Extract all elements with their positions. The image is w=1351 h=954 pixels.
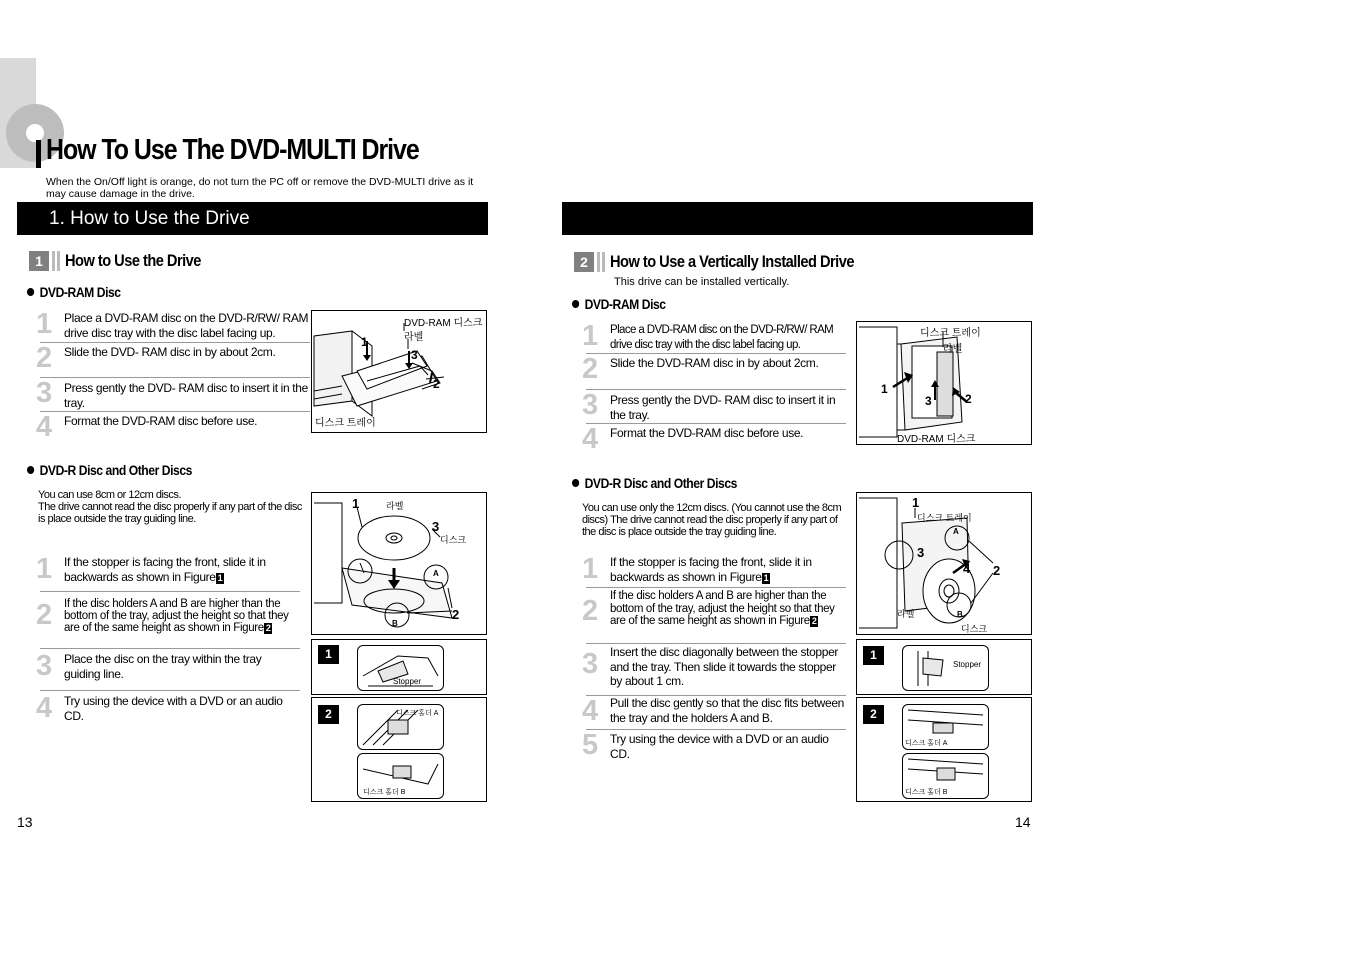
figure-2-right xyxy=(856,697,1032,802)
step-text-content: If the disc holders A and B are higher than the bottom of the tray, adjust the height so that they are of the same height as shown in Figure xyxy=(64,598,289,634)
dvdr-step-list xyxy=(582,552,846,766)
step-text-content: If the stopper is facing the front, slide it in backwards as shown in Figure xyxy=(610,555,812,584)
page-number-left: 13 xyxy=(17,814,33,830)
stopper-closeup xyxy=(902,645,989,691)
figure-label-a: A xyxy=(433,569,439,578)
step-text: Place the disc on the tray within the tray guiding line. xyxy=(64,652,262,681)
stopper-closeup xyxy=(357,645,444,691)
step-number: 4 xyxy=(36,411,53,443)
step-text: Pull the disc gently so that the disc fits between the tray and the holders A and B. xyxy=(610,696,844,725)
step-item xyxy=(582,644,846,696)
figure-number: 2 xyxy=(433,377,440,391)
figure-label-tray: 디스크 트레이 xyxy=(920,328,981,339)
step-item xyxy=(582,389,846,424)
figure-caption: 디스크 홀더 A xyxy=(905,740,948,747)
step-item xyxy=(582,695,846,730)
step-text-content: If the disc holders A and B are higher than the bottom of the tray, adjust the height so that they are of the same height as shown in Figure xyxy=(610,590,835,627)
holder-a-closeup xyxy=(902,704,989,750)
subsection-number: 2 xyxy=(574,252,594,272)
step-number: 3 xyxy=(36,650,53,682)
subsection-stripe xyxy=(52,251,55,271)
figure-tag: 2 xyxy=(863,705,884,724)
step-item xyxy=(582,729,846,766)
step-text xyxy=(64,592,300,634)
step-item xyxy=(36,411,310,443)
step-item xyxy=(36,308,310,343)
step-text: Place a DVD-RAM disc on the DVD-R/RW/ RAM drive disc tray with the disc label facing up. xyxy=(64,311,309,340)
step-text: Place a DVD-RAM disc on the DVD-R/RW/ RAM drive disc tray with the disc label facing up. xyxy=(610,324,834,351)
step-text xyxy=(610,552,846,585)
bullet-icon xyxy=(572,479,579,487)
figure-label-tray: 디스크 트레이 xyxy=(917,513,972,523)
step-text: Try using the device with a DVD or an audio CD. xyxy=(610,732,829,761)
figure-caption: 디스크 홀더 B xyxy=(905,789,948,796)
step-number: 3 xyxy=(582,648,599,680)
figure-1-left xyxy=(311,639,487,695)
step-number: 2 xyxy=(582,595,599,627)
dvdr-figure-left xyxy=(311,492,487,635)
subsection-title: How to Use the Drive xyxy=(65,251,201,270)
step-number: 1 xyxy=(36,308,53,340)
figure-label-label: 라벨 xyxy=(897,609,915,619)
figure-ref-badge: 2 xyxy=(811,616,817,626)
holder-b-closeup xyxy=(357,753,444,799)
subsection-title: How to Use a Vertically Installed Drive xyxy=(610,252,854,271)
figure-number: 1 xyxy=(352,496,360,511)
step-item xyxy=(582,552,846,588)
step-text: Format the DVD-RAM disc before use. xyxy=(64,414,258,428)
subsection-stripe xyxy=(597,252,600,272)
step-text xyxy=(610,588,846,628)
subsection-intro: This drive can be installed vertically. xyxy=(614,276,790,288)
section-bar-right xyxy=(562,202,1033,235)
title-accent-bar xyxy=(36,140,41,168)
figure-number: 3 xyxy=(925,394,932,408)
bullet-heading-dvdr xyxy=(27,463,192,478)
subsection-stripe xyxy=(57,251,60,271)
dvdr-note xyxy=(38,489,302,525)
figure-label-label: 라벨 xyxy=(943,344,963,355)
subsection-stripe xyxy=(602,252,605,272)
figure-ref-badge: 2 xyxy=(265,623,271,633)
step-item xyxy=(36,342,310,378)
note-line: You can use 8cm or 12cm discs. xyxy=(38,489,181,501)
step-text xyxy=(64,552,300,585)
step-item xyxy=(36,649,300,691)
page-title: How To Use The DVD-MULTI Drive xyxy=(46,134,419,166)
step-text-content: If the stopper is facing the front, slide it in backwards as shown in Figure xyxy=(64,555,266,584)
figure-label-label: 라벨 xyxy=(404,332,424,343)
step-text: Press gently the DVD- RAM disc to insert it in the tray. xyxy=(64,381,308,410)
figure-1-right xyxy=(856,639,1032,695)
step-number: 4 xyxy=(582,695,599,727)
step-text: Slide the DVD-RAM disc in by about 2cm. xyxy=(610,356,819,370)
figure-ref-badge: 1 xyxy=(763,573,769,583)
step-number: 4 xyxy=(582,423,599,455)
figure-label-disc: DVD-RAM 디스크 xyxy=(897,434,976,445)
step-number: 4 xyxy=(36,692,53,724)
figure-caption: 디스크 홀더 A xyxy=(396,710,439,717)
dvdr-figure-right xyxy=(856,492,1032,635)
step-item xyxy=(582,588,846,644)
figure-tag: 2 xyxy=(318,705,339,724)
step-text: Press gently the DVD- RAM disc to insert it in the tray. xyxy=(610,393,836,422)
bullet-icon xyxy=(27,466,34,474)
figure-number: 2 xyxy=(993,563,1001,578)
step-item xyxy=(36,552,300,592)
step-number: 2 xyxy=(36,342,53,374)
step-number: 1 xyxy=(582,320,599,352)
bullet-heading-text: DVD-R Disc and Other Discs xyxy=(39,463,192,478)
figure-label-b: B xyxy=(392,619,398,628)
step-item xyxy=(36,691,300,731)
step-item xyxy=(36,592,300,649)
figure-label-disc: DVD-RAM 디스크 xyxy=(404,318,483,329)
note-line: The drive cannot read the disc properly if any part of the disc is place outside the tray guiding line. xyxy=(38,501,302,525)
ram-step-list xyxy=(582,320,846,455)
figure-number: 1 xyxy=(881,382,888,396)
bullet-heading-ram xyxy=(27,285,121,300)
figure-caption: Stopper xyxy=(393,677,422,686)
bullet-heading-text: DVD-RAM Disc xyxy=(584,297,666,312)
figure-label-a: A xyxy=(953,527,959,536)
figure-number: 3 xyxy=(917,545,925,560)
warning-text: When the On/Off light is orange, do not turn the PC off or remove the DVD-MULTI drive as it may cause damage in the drive. xyxy=(46,176,474,200)
bullet-heading-text: DVD-RAM Disc xyxy=(39,285,121,300)
step-text: Slide the DVD- RAM disc in by about 2cm. xyxy=(64,345,276,359)
dvdr-step-list xyxy=(36,552,300,731)
figure-label-disc: 디스크 xyxy=(440,535,467,545)
bullet-icon xyxy=(27,288,34,296)
step-text: Format the DVD-RAM disc before use. xyxy=(610,426,804,440)
step-text: Try using the device with a DVD or an audio CD. xyxy=(64,694,283,723)
disc-tray-illustration xyxy=(312,493,486,634)
figure-number: 1 xyxy=(361,335,368,349)
figure-number: 2 xyxy=(965,392,972,406)
figure-label-label: 라벨 xyxy=(386,501,404,511)
disc-hole-decoration xyxy=(26,124,44,142)
figure-number: 3 xyxy=(432,519,440,534)
step-number: 3 xyxy=(36,377,53,409)
step-number: 5 xyxy=(582,729,599,761)
step-number: 2 xyxy=(582,353,599,385)
section-bar-left: 1. How to Use the Drive xyxy=(17,202,488,235)
figure-label-b: B xyxy=(957,610,963,619)
step-item xyxy=(582,353,846,390)
figure-caption: Stopper xyxy=(953,660,982,669)
figure-ref-badge: 1 xyxy=(217,573,223,583)
bullet-heading-text: DVD-R Disc and Other Discs xyxy=(584,476,737,491)
ram-figure-right xyxy=(856,321,1032,445)
figure-tag: 1 xyxy=(863,646,884,665)
step-number: 2 xyxy=(36,599,53,631)
bullet-heading-dvdr xyxy=(572,476,737,491)
step-number: 3 xyxy=(582,389,599,421)
ram-figure-left xyxy=(311,310,487,433)
holder-a-closeup xyxy=(357,704,444,750)
figure-caption: 디스크 홀더 B xyxy=(363,789,406,796)
bullet-icon xyxy=(572,300,579,308)
page-number-right: 14 xyxy=(1015,814,1031,830)
figure-2-left xyxy=(311,697,487,802)
step-number: 1 xyxy=(36,553,53,585)
figure-number: 4 xyxy=(963,561,971,576)
step-item xyxy=(582,320,846,354)
step-number: 1 xyxy=(582,553,599,585)
figure-number: 2 xyxy=(452,607,460,622)
figure-number: 3 xyxy=(411,348,418,362)
step-item xyxy=(582,423,846,455)
step-text: Insert the disc diagonally between the stopper and the tray. Then slide it towards the stopper by about 1 cm. xyxy=(610,645,839,688)
holder-b-closeup xyxy=(902,753,989,799)
figure-number: 1 xyxy=(912,495,920,510)
bullet-heading-ram xyxy=(572,297,666,312)
figure-label-tray: 디스크 트레이 xyxy=(315,418,376,429)
figure-label-disc: 디스크 xyxy=(961,624,988,634)
figure-tag: 1 xyxy=(318,645,339,664)
dvdr-note: You can use only the 12cm discs. (You cannot use the 8cm discs) The drive cannot read the disc properly if any part of the disc is place outside the tray guiding line. xyxy=(582,502,842,538)
ram-step-list xyxy=(36,308,310,443)
step-item xyxy=(36,377,310,412)
subsection-number: 1 xyxy=(29,251,49,271)
